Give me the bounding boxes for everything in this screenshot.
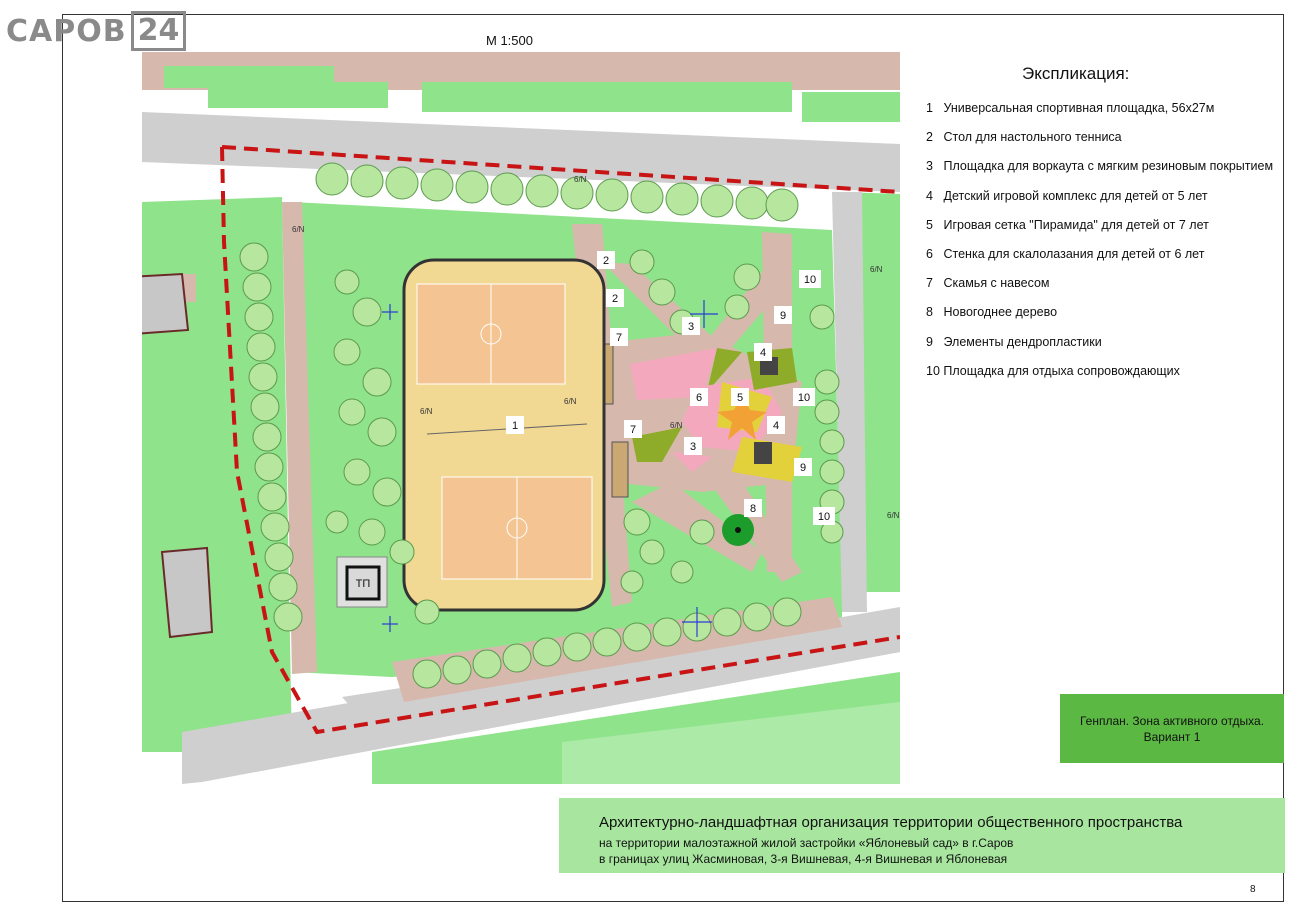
legend-list	[926, 100, 1273, 392]
grid-label: 6/N	[870, 265, 883, 274]
page-number: 8	[1250, 884, 1256, 895]
legend-item: 7 Скамья с навесом	[926, 276, 1050, 291]
svg-text:2: 2	[611, 293, 619, 305]
svg-text:2: 2	[602, 255, 610, 267]
new-year-tree	[722, 514, 754, 546]
svg-text:10: 10	[797, 392, 811, 404]
svg-text:3: 3	[689, 441, 697, 453]
legend-item: 5 Игровая сетка "Пирамида" для детей от 7 лет	[926, 217, 1209, 232]
title-block	[559, 798, 1285, 873]
marker-10c[interactable]	[813, 507, 835, 525]
marker-4b[interactable]	[767, 416, 785, 434]
legend-item: 2 Стол для настольного тенниса	[926, 130, 1122, 145]
plan-stamp	[1060, 694, 1284, 763]
legend-title: Экспликация:	[1022, 64, 1130, 83]
site-plan	[142, 52, 900, 784]
marker-2b[interactable]	[606, 289, 624, 307]
marker-7a[interactable]	[610, 328, 628, 346]
svg-text:9: 9	[799, 462, 807, 474]
svg-text:6: 6	[695, 392, 703, 404]
svg-text:7: 7	[629, 424, 637, 436]
marker-4a[interactable]	[754, 343, 772, 361]
legend-item: 9 Элементы дендропластики	[926, 334, 1102, 349]
grid-label: 6/N	[564, 397, 577, 406]
grid-label: 6/N	[574, 175, 587, 184]
marker-9a[interactable]	[774, 306, 792, 324]
marker-1[interactable]	[506, 416, 524, 434]
marker-5[interactable]	[731, 388, 749, 406]
marker-10b[interactable]	[793, 388, 815, 406]
marker-9b[interactable]	[794, 458, 812, 476]
legend-item: 8 Новогоднее дерево	[926, 305, 1058, 320]
svg-text:10: 10	[803, 274, 817, 286]
stamp-line-1: Генплан. Зона активного отдыха.	[1079, 713, 1265, 728]
project-subtitle-1: на территории малоэтажной жилой застройки «Яблоневый сад» в г.Саров	[599, 836, 1014, 850]
tp-label: ТП	[355, 578, 371, 590]
grid-label: 6/N	[420, 407, 433, 416]
building-left-top	[142, 274, 188, 334]
scale-label: М 1:500	[486, 33, 533, 48]
svg-text:3: 3	[687, 321, 695, 333]
sports-court[interactable]	[404, 260, 604, 610]
svg-text:4: 4	[759, 347, 767, 359]
legend-item: 6 Стенка для скалолазания для детей от 6 лет	[926, 246, 1205, 261]
grid-label: 6/N	[670, 421, 683, 430]
marker-10a[interactable]	[799, 270, 821, 288]
marker-8[interactable]	[744, 499, 762, 517]
marker-2a[interactable]	[597, 251, 615, 269]
legend-item: 4 Детский игровой комплекс для детей от 5 лет	[926, 188, 1208, 203]
tp-substation	[337, 557, 387, 607]
project-title: Архитектурно-ландшафтная организация территории общественного пространства	[599, 814, 1183, 831]
marker-7b[interactable]	[624, 420, 642, 438]
svg-text:9: 9	[779, 310, 787, 322]
grid-label: 6/N	[887, 511, 900, 520]
legend-item: 3 Площадка для воркаута с мягким резиновым покрытием	[926, 159, 1274, 174]
svg-text:4: 4	[772, 420, 780, 432]
svg-text:1: 1	[511, 420, 519, 432]
site-logo: САРОВ 24	[6, 10, 186, 52]
svg-text:10: 10	[817, 511, 831, 523]
marker-3b[interactable]	[684, 437, 702, 455]
svg-text:8: 8	[749, 503, 757, 515]
marker-3a[interactable]	[682, 317, 700, 335]
marker-6[interactable]	[690, 388, 708, 406]
legend-item: 1 Универсальная спортивная площадка, 56х27м	[926, 101, 1215, 115]
svg-text:7: 7	[615, 332, 623, 344]
building-left-bottom	[162, 548, 212, 637]
stamp-line-2: Вариант 1	[1143, 729, 1201, 744]
project-subtitle-2: в границах улиц Жасминовая, 3-я Вишневая, 4-я Вишневая и Яблоневая	[599, 852, 1008, 866]
grid-label: 6/N	[292, 225, 305, 234]
legend-item: 10 Площадка для отдыха сопровождающих	[926, 363, 1180, 378]
svg-text:5: 5	[736, 392, 744, 404]
